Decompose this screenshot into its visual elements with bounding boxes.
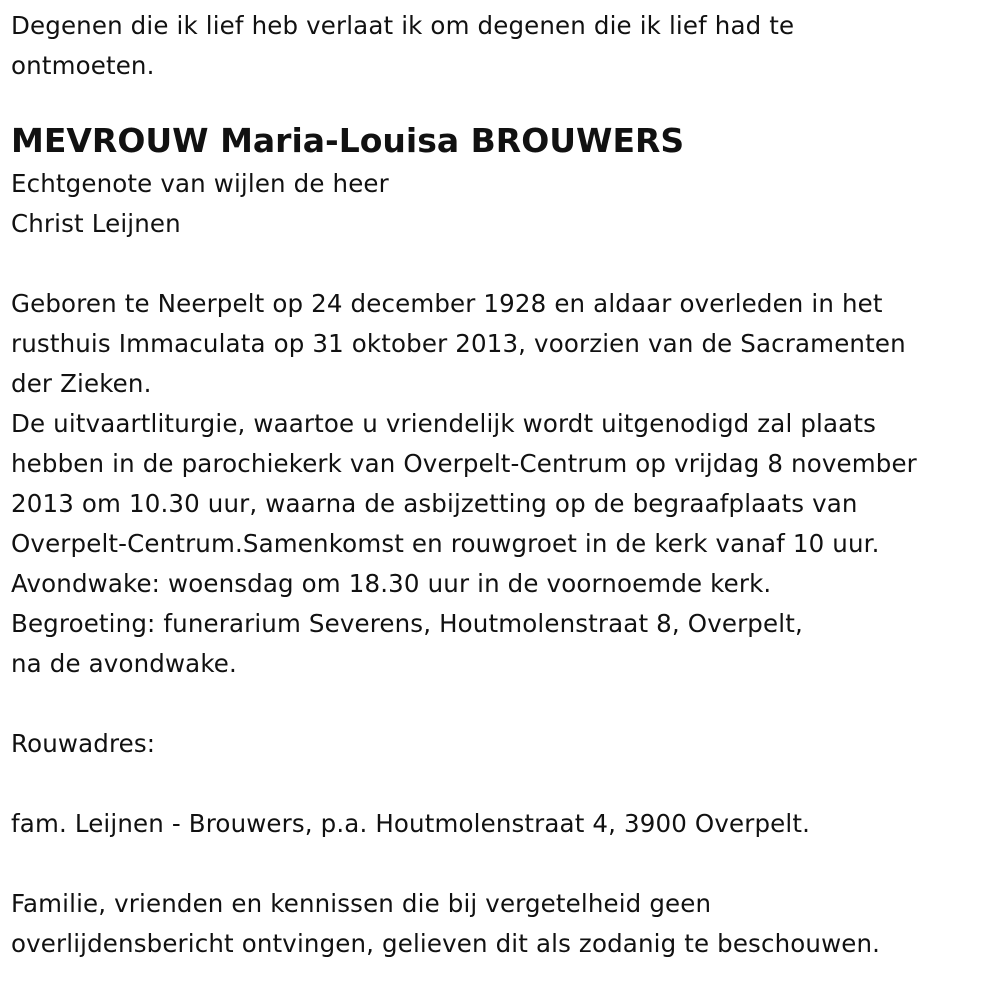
relation	[11, 164, 996, 244]
obituary-document	[11, 6, 996, 964]
announcement-line: De uitvaartliturgie, waartoe u vriendelijk wordt uitgenodigd zal plaats	[11, 409, 877, 438]
address-value: fam. Leijnen - Brouwers, p.a. Houtmolenstraat 4, 3900 Overpelt.	[11, 809, 811, 838]
announcement-line: Geboren te Neerpelt op 24 december 1928 en aldaar overleden in het	[11, 289, 883, 318]
motto-line: Degenen die ik lief heb verlaat ik om degenen die ik lief had te	[11, 11, 795, 40]
spacer	[11, 86, 996, 118]
announcement-line: Begroeting: funerarium Severens, Houtmolenstraat 8, Overpelt,	[11, 609, 803, 638]
motto-line: ontmoeten.	[11, 51, 155, 80]
closing-line: Familie, vrienden en kennissen die bij vergetelheid geen	[11, 889, 712, 918]
closing-note	[11, 884, 996, 964]
announcement	[11, 284, 996, 684]
address-label: Rouwadres:	[11, 729, 156, 758]
announcement-line: 2013 om 10.30 uur, waarna de asbijzetting op de begraafplaats van	[11, 489, 858, 518]
announcement-line: rusthuis Immaculata op 31 oktober 2013, voorzien van de Sacramenten	[11, 329, 906, 358]
deceased-name: MEVROUW Maria-Louisa BROUWERS	[11, 121, 685, 160]
announcement-line: Avondwake: woensdag om 18.30 uur in de voornoemde kerk.	[11, 569, 772, 598]
spacer	[11, 764, 996, 804]
announcement-line: hebben in de parochiekerk van Overpelt-Centrum op vrijdag 8 november	[11, 449, 917, 478]
announcement-line: Overpelt-Centrum.Samenkomst en rouwgroet in de kerk vanaf 10 uur.	[11, 529, 880, 558]
announcement-line: der Zieken.	[11, 369, 152, 398]
relation-line: Christ Leijnen	[11, 209, 181, 238]
motto	[11, 6, 996, 86]
relation-line: Echtgenote van wijlen de heer	[11, 169, 389, 198]
closing-line: overlijdensbericht ontvingen, gelieven dit als zodanig te beschouwen.	[11, 929, 881, 958]
announcement-line: na de avondwake.	[11, 649, 237, 678]
spacer	[11, 244, 996, 284]
spacer	[11, 844, 996, 884]
spacer	[11, 684, 996, 724]
